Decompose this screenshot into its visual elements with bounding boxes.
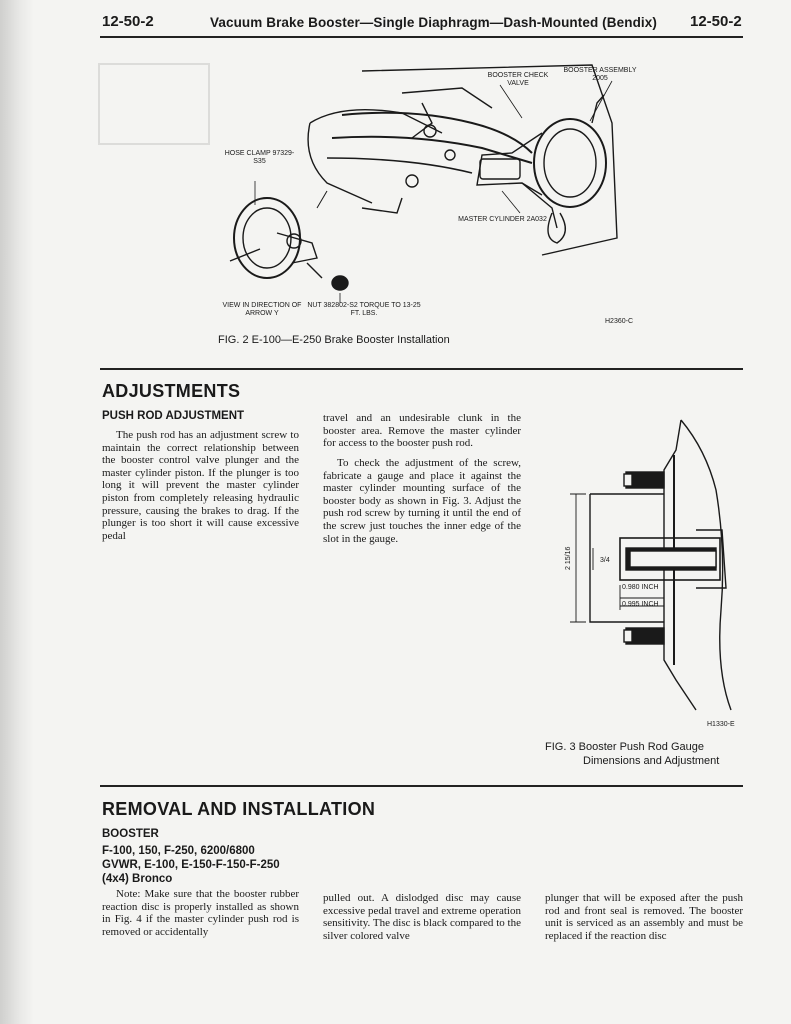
label-booster-check-valve: BOOSTER CHECK VALVE: [487, 72, 549, 87]
label-view-direction: VIEW IN DIRECTION OF ARROW Y: [222, 302, 302, 317]
section-rule-removal: [100, 785, 743, 787]
header-rule: [100, 36, 743, 38]
models-line-1: F-100, 150, F-250, 6200/6800: [102, 845, 255, 857]
push-rod-subheading: PUSH ROD ADJUSTMENT: [102, 410, 245, 422]
label-hose-clamp: HOSE CLAMP 97329-S35: [224, 150, 295, 165]
page-number-left: 12-50-2: [102, 13, 154, 30]
section-rule-adjustments: [100, 368, 743, 370]
gauge-small-dimension: 3/4: [600, 557, 610, 564]
figure3-caption-line2: Dimensions and Adjustment: [583, 755, 720, 767]
page-number-right: 12-50-2: [690, 13, 742, 30]
adjustments-heading: ADJUSTMENTS: [102, 381, 241, 401]
booster-installation-illustration: [112, 63, 739, 321]
push-rod-gauge-illustration: [556, 410, 744, 728]
figure3-code: H1330-E: [707, 721, 735, 728]
gauge-min-dimension: 0.980 INCH: [622, 584, 659, 591]
label-booster-assembly: BOOSTER ASSEMBLY 2005: [563, 67, 637, 82]
removal-heading: REMOVAL AND INSTALLATION: [102, 799, 376, 819]
push-rod-paragraph-3: To check the adjustment of the screw, fabricate a gauge and place it against the master cylinder mounting surface of the booster body as shown in Fig. 3. Adjust the push rod screw by turning it until the end of the screw just touches the inner edge of the slot in the gauge.: [323, 457, 521, 545]
figure3-caption-line1: FIG. 3 Booster Push Rod Gauge: [545, 741, 704, 753]
push-rod-paragraph-2: travel and an undesirable clunk in the booster area. Remove the master cylinder for access to the booster push rod.: [323, 412, 521, 450]
figure2-caption: FIG. 2 E-100—E-250 Brake Booster Installation: [218, 334, 450, 346]
page-title: Vacuum Brake Booster—Single Diaphragm—Dash-Mounted (Bendix): [210, 15, 657, 30]
models-line-2: GVWR, E-100, E-150-F-150-F-250: [102, 859, 280, 871]
models-line-3: (4x4) Bronco: [102, 873, 173, 885]
push-rod-paragraph-1: The push rod has an adjustment screw to maintain the correct relationship between the booster control valve plunger and the master cylinder piston. If the plunger is too long it will prevent the master cylinder piston from completely releasing hydraulic pressure, causing the brakes to drag. If the plunger is too short it will cause excessive pedal: [102, 429, 299, 542]
label-nut-torque: NUT 382802-S2 TORQUE TO 13-25 FT. LBS.: [307, 302, 421, 317]
gauge-max-dimension: 0.995 INCH: [622, 601, 659, 608]
removal-paragraph-col3: plunger that will be exposed after the push rod and front seal is removed. The booster unit is serviced as an assembly and must be replaced if the reaction disc: [545, 892, 743, 942]
removal-paragraph-col2: pulled out. A dislodged disc may cause excessive pedal travel and extreme operation sensitivity. The disc is black compared to the silver colored valve: [323, 892, 521, 942]
gauge-height-dimension: 2 15/16: [565, 546, 572, 570]
booster-subheading: BOOSTER: [102, 828, 159, 840]
label-master-cylinder: MASTER CYLINDER 2A032: [458, 216, 547, 223]
binding-shadow: [0, 0, 34, 1024]
removal-paragraph-col1: Note: Make sure that the booster rubber reaction disc is properly installed as shown in Fig. 4 if the master cylinder push rod is removed or accidentally: [102, 888, 299, 938]
figure2-code: H2360-C: [605, 318, 634, 325]
